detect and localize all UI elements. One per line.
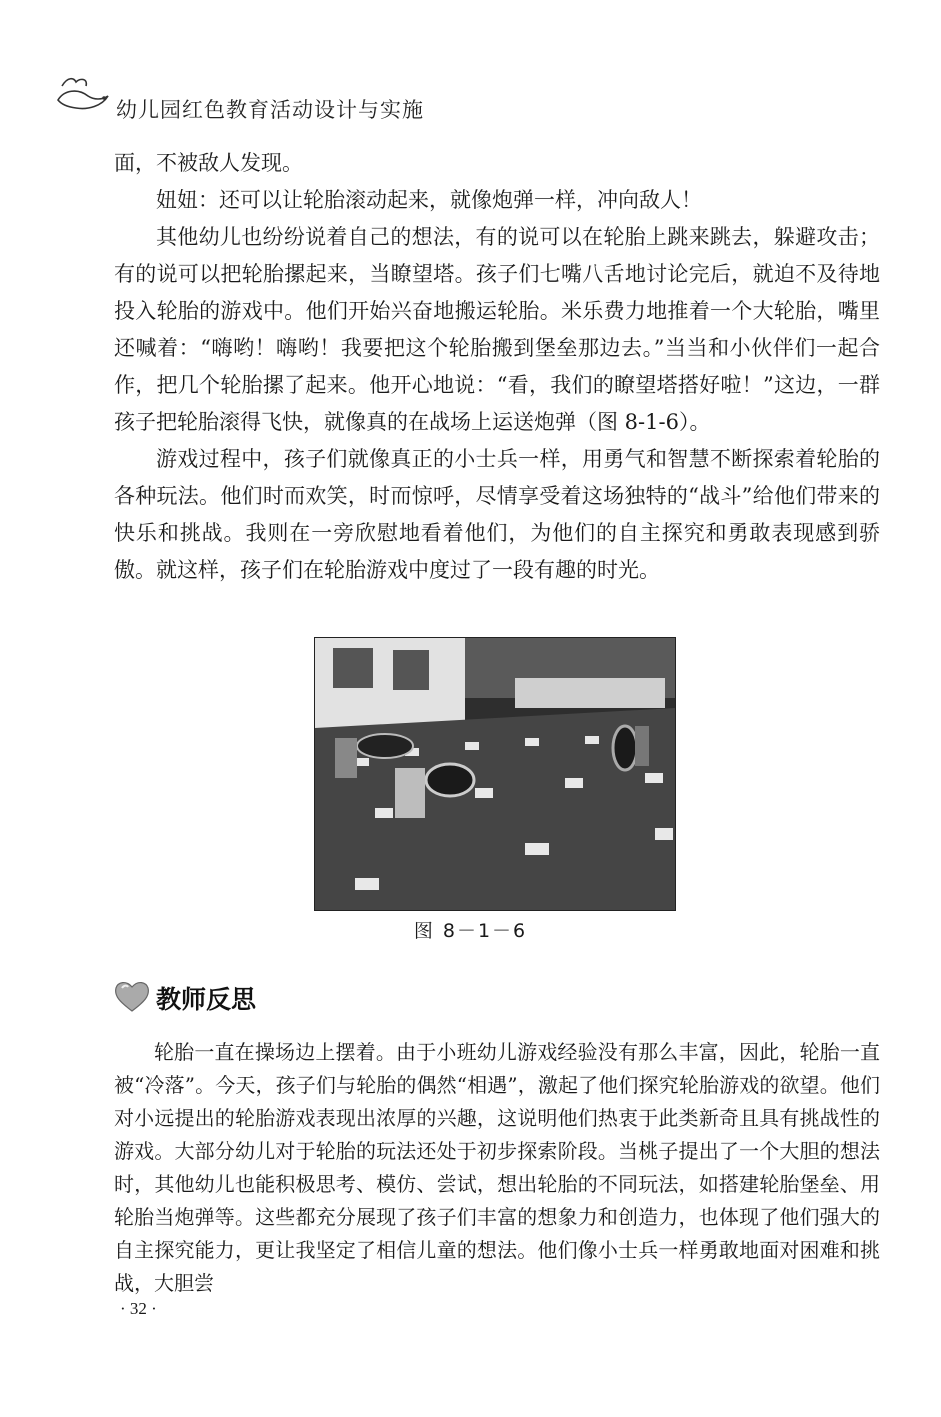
paragraph: 游戏过程中，孩子们就像真正的小士兵一样，用勇气和智慧不断探索着轮胎的各种玩法。他们时而欢笑，时而惊呼，尽情享受着这场独特的“战斗”给他们带来的快乐和挑战。我则在一旁欣慰地看着他们，为他们的自主探究和勇敢表现感到骄傲。就这样，孩子们在轮胎游戏中度过了一段有趣的时光。 <box>114 447 880 582</box>
running-header <box>52 60 472 120</box>
playground-photo <box>314 637 676 911</box>
section-title: 教师反思 <box>156 985 257 1014</box>
paragraph: 妞妞：还可以让轮胎滚动起来，就像炮弹一样，冲向敌人！ <box>156 188 702 212</box>
reflection-text <box>114 1036 880 1300</box>
paragraph: 轮胎一直在操场边上摆着。由于小班幼儿游戏经验没有那么丰富，因此，轮胎一直被“冷落”。今天，孩子们与轮胎的偶然“相遇”，激起了他们探究轮胎游戏的欲望。他们对小远提出的轮胎游戏表现出浓厚的兴趣，这说明他们热衷于此类新奇且具有挑战性的游戏。大部分幼儿对于轮胎的玩法还处于初步探索阶段。当桃子提出了一个大胆的想法时，其他幼儿也能积极思考、模仿、尝试，想出轮胎的不同玩法，如搭建轮胎堡垒、用轮胎当炮弹等。这些都充分展现了孩子们丰富的想象力和创造力，也体现了他们强大的自主探究能力，更让我坚定了相信儿童的想法。他们像小士兵一样勇敢地面对困难和挑战，大胆尝 <box>114 1040 880 1295</box>
paragraph: 其他幼儿也纷纷说着自己的想法，有的说可以在轮胎上跳来跳去，躲避攻击；有的说可以把轮胎摞起来，当瞭望塔。孩子们七嘴八舌地讨论完后，就迫不及待地投入轮胎的游戏中。他们开始兴奋地搬运轮胎。米乐费力地推着一个大轮胎，嘴里还喊着：“嗨哟！嗨哟！我要把这个轮胎搬到堡垒那边去。”当当和小伙伴们一起合作，把几个轮胎摞了起来。他开心地说：“看，我们的瞭望塔搭好啦！”这边，一群孩子把轮胎滚得飞快，就像真的在战场上运送炮弹（图 8-1-6）。 <box>114 225 880 434</box>
photo-illustration <box>315 638 675 910</box>
page-number: · 32 · <box>120 1299 157 1318</box>
book-title: 幼儿园红色教育活动设计与实施 <box>116 98 424 122</box>
bird-heart-logo-icon <box>52 60 112 120</box>
figure-caption: 图 8－1－6 <box>413 920 528 942</box>
section-heading <box>112 976 372 1018</box>
body-text <box>114 145 880 589</box>
heart-icon <box>112 978 152 1014</box>
paragraph: 面，不被敌人发现。 <box>114 151 303 175</box>
